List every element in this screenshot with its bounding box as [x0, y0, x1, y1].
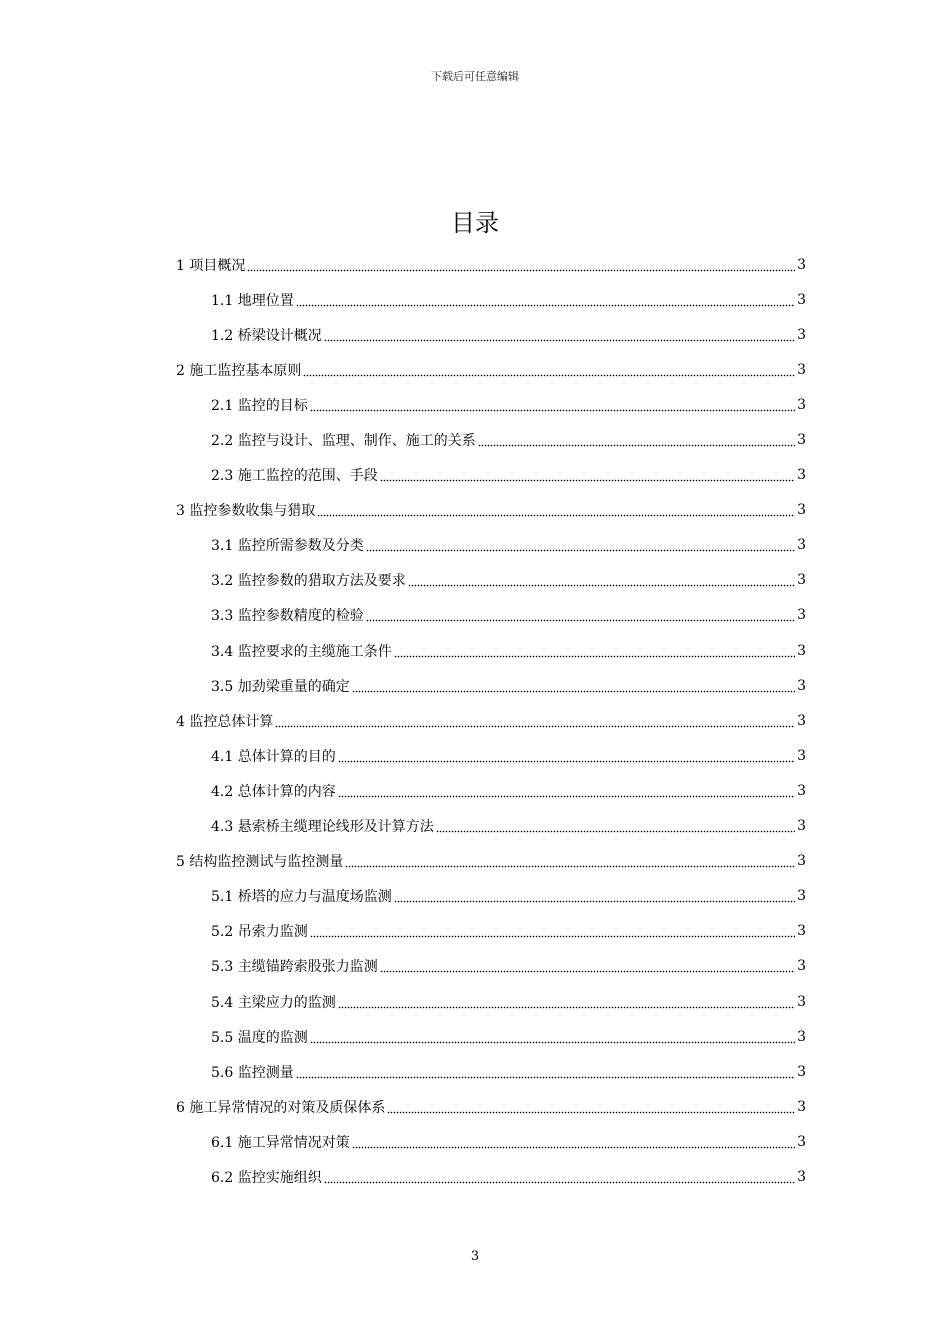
toc-entry-page: 3 — [797, 923, 806, 940]
toc-entry-page: 3 — [797, 607, 806, 624]
toc-dot-leader — [338, 784, 795, 798]
toc-entry-page: 3 — [797, 782, 806, 799]
toc-dot-leader — [366, 608, 795, 622]
toc-entry-page: 3 — [797, 432, 806, 449]
toc-dot-leader — [275, 714, 795, 728]
toc-entry[interactable] — [176, 914, 806, 949]
toc-entry-label: 5.5 温度的监测 — [211, 1029, 308, 1046]
toc-entry-label: 1.2 桥梁设计概况 — [211, 327, 322, 344]
toc-entry[interactable] — [176, 668, 806, 703]
toc-dot-leader — [247, 258, 795, 272]
toc-entry[interactable] — [176, 317, 806, 352]
toc-entry[interactable] — [176, 1124, 806, 1159]
toc-entry-label: 2 施工监控基本原则 — [176, 362, 302, 379]
toc-entry[interactable] — [176, 458, 806, 493]
toc-dot-leader — [296, 1065, 795, 1079]
toc-entry[interactable] — [176, 493, 806, 528]
toc-entry-page: 3 — [797, 888, 806, 905]
toc-entry-label: 6 施工异常情况的对策及质保体系 — [176, 1099, 386, 1116]
toc-entry-page: 3 — [797, 291, 806, 308]
toc-entry[interactable] — [176, 563, 806, 598]
toc-entry-page: 3 — [797, 1028, 806, 1045]
toc-dot-leader — [345, 854, 795, 868]
toc-dot-leader — [352, 1135, 795, 1149]
toc-dot-leader — [310, 398, 795, 412]
toc-entry[interactable] — [176, 1054, 806, 1089]
toc-dot-leader — [380, 468, 795, 482]
toc-dot-leader — [366, 538, 795, 552]
toc-entry-page: 3 — [797, 677, 806, 694]
toc-dot-leader — [408, 573, 795, 587]
header-note: 下载后可任意编辑 — [431, 70, 519, 83]
toc-entry-label: 6.1 施工异常情况对策 — [211, 1134, 350, 1151]
toc-dot-leader — [478, 433, 795, 447]
toc-entry-page: 3 — [797, 1098, 806, 1115]
toc-entry[interactable] — [176, 984, 806, 1019]
toc-entry-label: 2.3 施工监控的范围、手段 — [211, 468, 378, 485]
toc-entry-label: 4.3 悬索桥主缆理论线形及计算方法 — [211, 819, 434, 836]
toc-entry[interactable] — [176, 738, 806, 773]
toc-entry[interactable] — [176, 1019, 806, 1054]
toc-entry-label: 2.2 监控与设计、监理、制作、施工的关系 — [211, 433, 476, 450]
toc-entry-page: 3 — [797, 326, 806, 343]
toc-entry[interactable] — [176, 387, 806, 422]
toc-entry[interactable] — [176, 1159, 806, 1194]
toc-entry[interactable] — [176, 352, 806, 387]
toc-entry-page: 3 — [797, 853, 806, 870]
toc-dot-leader — [317, 503, 795, 517]
toc-entry-label: 3.4 监控要求的主缆施工条件 — [211, 643, 392, 660]
toc-entry-label: 6.2 监控实施组织 — [211, 1169, 322, 1186]
toc-entry-label: 3.3 监控参数精度的检验 — [211, 608, 364, 625]
toc-entry-page: 3 — [797, 467, 806, 484]
toc-entry-label: 2.1 监控的目标 — [211, 397, 308, 414]
toc-dot-leader — [310, 1030, 795, 1044]
toc-dot-leader — [303, 363, 795, 377]
toc-entry-label: 3.1 监控所需参数及分类 — [211, 538, 364, 555]
toc-entry[interactable] — [176, 773, 806, 808]
toc-entry-label: 5 结构监控测试与监控测量 — [176, 854, 344, 871]
toc-entry-label: 5.2 吊索力监测 — [211, 924, 308, 941]
toc-entry-page: 3 — [797, 818, 806, 835]
toc-entry-page: 3 — [797, 712, 806, 729]
toc-entry[interactable] — [176, 598, 806, 633]
toc-entry[interactable] — [176, 282, 806, 317]
toc-entry[interactable] — [176, 844, 806, 879]
table-of-contents — [176, 247, 806, 1195]
toc-dot-leader — [394, 889, 795, 903]
toc-entry-page: 3 — [797, 747, 806, 764]
toc-entry-label: 1 项目概况 — [176, 257, 246, 274]
toc-dot-leader — [324, 328, 795, 342]
toc-entry-label: 3 监控参数收集与猎取 — [176, 503, 316, 520]
toc-entry-label: 5.4 主梁应力的监测 — [211, 994, 336, 1011]
toc-dot-leader — [387, 1100, 795, 1114]
toc-entry[interactable] — [176, 703, 806, 738]
toc-entry-label: 5.1 桥塔的应力与温度场监测 — [211, 889, 392, 906]
toc-dot-leader — [296, 293, 795, 307]
toc-entry-label: 4 监控总体计算 — [176, 713, 274, 730]
toc-entry-page: 3 — [797, 537, 806, 554]
toc-dot-leader — [380, 959, 795, 973]
toc-entry-page: 3 — [797, 993, 806, 1010]
toc-entry-page: 3 — [797, 1133, 806, 1150]
toc-dot-leader — [394, 644, 795, 658]
toc-entry[interactable] — [176, 633, 806, 668]
toc-entry-page: 3 — [797, 1063, 806, 1080]
toc-entry-label: 5.3 主缆锚跨索股张力监测 — [211, 959, 378, 976]
toc-entry-page: 3 — [797, 361, 806, 378]
toc-entry-page: 3 — [797, 958, 806, 975]
toc-entry-page: 3 — [797, 396, 806, 413]
toc-entry-page: 3 — [797, 1168, 806, 1185]
toc-entry[interactable] — [176, 422, 806, 457]
toc-dot-leader — [324, 1170, 795, 1184]
toc-entry-page: 3 — [797, 572, 806, 589]
toc-entry-label: 1.1 地理位置 — [211, 292, 294, 309]
toc-entry-label: 3.5 加劲梁重量的确定 — [211, 678, 350, 695]
toc-entry[interactable] — [176, 809, 806, 844]
page-number: 3 — [470, 1249, 480, 1264]
toc-title: 目录 — [451, 209, 499, 237]
toc-dot-leader — [338, 995, 795, 1009]
toc-dot-leader — [310, 924, 795, 938]
toc-entry-page: 3 — [797, 642, 806, 659]
toc-dot-leader — [436, 819, 795, 833]
toc-entry-page: 3 — [797, 256, 806, 273]
toc-entry[interactable] — [176, 879, 806, 914]
toc-entry[interactable] — [176, 1089, 806, 1124]
toc-entry[interactable] — [176, 528, 806, 563]
toc-entry[interactable] — [176, 247, 806, 282]
toc-dot-leader — [338, 749, 795, 763]
toc-entry-label: 4.1 总体计算的目的 — [211, 748, 336, 765]
toc-entry-label: 3.2 监控参数的猎取方法及要求 — [211, 573, 406, 590]
toc-dot-leader — [352, 679, 795, 693]
toc-entry[interactable] — [176, 949, 806, 984]
toc-entry-label: 4.2 总体计算的内容 — [211, 783, 336, 800]
toc-entry-label: 5.6 监控测量 — [211, 1064, 294, 1081]
toc-entry-page: 3 — [797, 502, 806, 519]
